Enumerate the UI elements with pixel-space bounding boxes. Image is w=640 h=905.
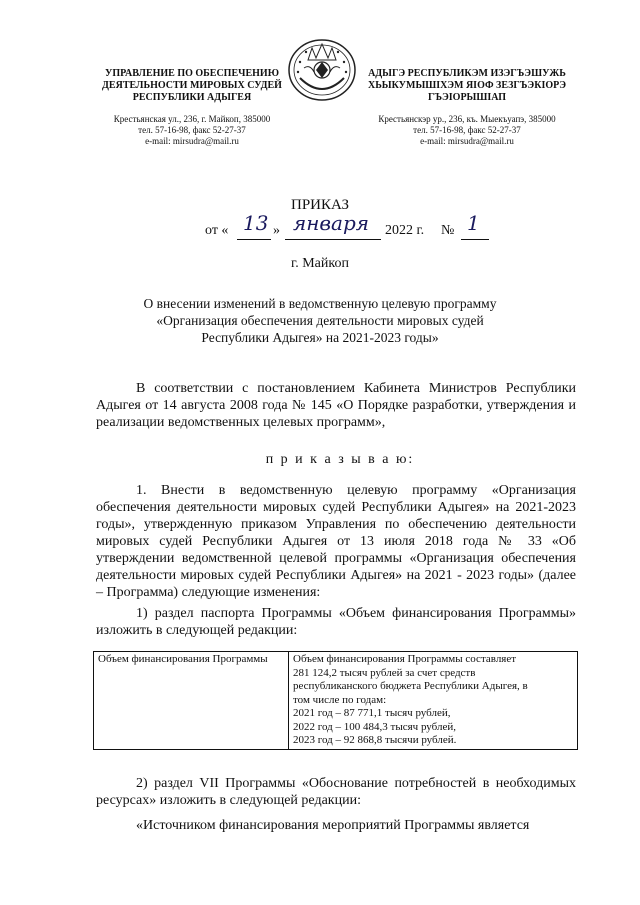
republic-adygea-coat-of-arms-icon (286, 38, 358, 102)
date-day-handwritten: 13 (243, 211, 269, 235)
header-right-title-line: ХЬЫКУМЫШІХЭМ ЯІОФ ЗЕЗГЪЭКІОРЭ (367, 80, 567, 91)
table-value-line: 2022 год – 100 484,3 тысяч рублей, (293, 720, 456, 733)
quoted-paragraph-start: «Источником финансирования мероприятий Программы является (136, 818, 530, 833)
header-left-email-line: e-mail: mirsudra@mail.ru (145, 136, 239, 146)
table-value-line: 2021 год – 87 771,1 тысяч рублей, (293, 707, 451, 719)
date-prefix: от « (205, 223, 229, 238)
subject-line: «Организация обеспечения деятельности мировых судей (156, 313, 484, 328)
document-subject (130, 295, 510, 346)
header-right-phone-line: тел. 57-16-98, факс 52-27-37 (413, 125, 521, 135)
header-right-address-line: Крестьянскэр ур., 236, къ. Мыекъуапэ, 385000 (378, 114, 556, 124)
sub-item-1-paragraph: 1) раздел паспорта Программы «Объем финансирования Программы» изложить в следующей редакции: (96, 606, 576, 638)
subject-line: Республики Адыгея» на 2021-2023 годы» (201, 330, 439, 345)
document-number-handwritten: 1 (467, 211, 480, 235)
header-right-email-line: e-mail: mirsudra@mail.ru (420, 136, 514, 146)
table-cell-label: Объем финансирования Программы (94, 652, 289, 750)
table-value-line: 281 124,2 тысяч рублей за счет средств (293, 666, 476, 679)
header-left-address-line: Крестьянская ул., 236, г. Майкоп, 385000 (113, 114, 271, 124)
date-close-quote: » (273, 223, 280, 238)
table-value-line: том числе по годам: (293, 693, 387, 706)
financing-table (93, 651, 578, 750)
header-left-title-line: РЕСПУБЛИКИ АДЫГЕЯ (132, 92, 252, 103)
header-left-title-line: УПРАВЛЕНИЕ ПО ОБЕСПЕЧЕНИЮ (105, 68, 279, 79)
order-word: п р и к а з ы в а ю: (265, 452, 415, 467)
sub-item-2-paragraph: 2) раздел VII Программы «Обоснование потребностей в необходимых ресурсах» изложить в следующей редакции: (96, 776, 576, 808)
preamble-paragraph: В соответствии с постановлением Кабинета Министров Республики Адыгея от 14 августа 2008 года № 145 «О Порядке разработки, утверждения и реализации ведомственных целевых программ», (96, 381, 576, 430)
number-label: № (441, 223, 455, 238)
header-right-title-line: ГЪЭІОРЫШІАП (427, 92, 507, 103)
table-row (94, 652, 578, 750)
header-right-title-line: АДЫГЭ РЕСПУБЛИКЭМ ИЗЭГЪЭШУЖЬ (368, 68, 566, 79)
table-value-line: 2023 год – 92 868,8 тысячи рублей. (293, 734, 457, 746)
header-left-block (92, 68, 292, 147)
header-left-phone-line: тел. 57-16-98, факс 52-27-37 (138, 125, 246, 135)
table-value-line: Объем финансирования Программы составляет (293, 653, 517, 665)
header-left-title-line: ДЕЯТЕЛЬНОСТИ МИРОВЫХ СУДЕЙ (102, 80, 282, 91)
date-line (205, 211, 495, 245)
document-type-title: ПРИКАЗ (291, 197, 349, 213)
subject-line: О внесении изменений в ведомственную целевую программу (143, 296, 497, 311)
table-value-line: республиканского бюджета Республики Адыгея, в (293, 680, 528, 692)
date-month-handwritten: января (293, 211, 370, 235)
header-right-block (352, 68, 582, 147)
date-year: 2022 г. (385, 223, 425, 238)
city-line: г. Майкоп (291, 256, 349, 271)
table-cell-value (289, 652, 578, 750)
item-1-paragraph: 1. Внести в ведомственную целевую программу «Организация обеспечения деятельности мировых судей Республики Адыгея» на 2021-2023 годы», утвержденную приказом Управления по обеспечению деятельности мировых судей Республики Адыгея от 13 июля 2018 года № 33 «Об утверждении ведомственной целевой программы «Организация обеспечения деятельности мировых судей Республики Адыгея» на 2021 - 2023 годы» (далее – Программа) следующие изменения: (96, 483, 576, 600)
